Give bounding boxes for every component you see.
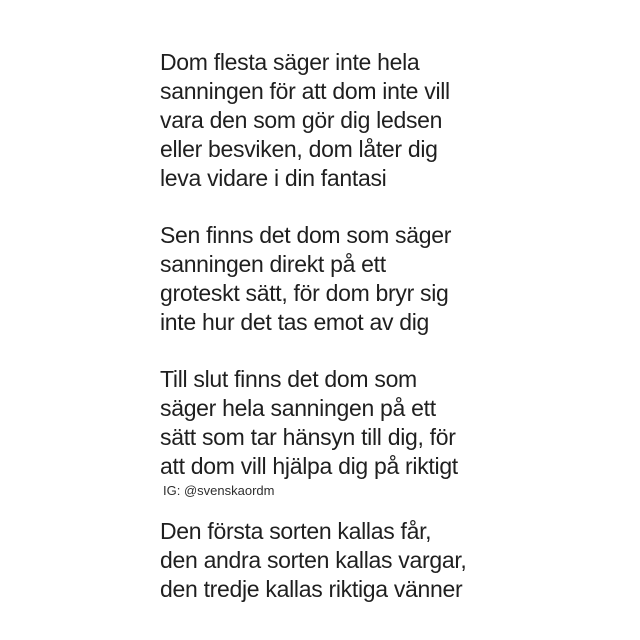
poem-line: Dom flesta säger inte hela <box>160 49 420 75</box>
poem-line: vara den som gör dig ledsen <box>160 107 443 133</box>
poem-line: Den första sorten kallas får, <box>160 518 432 544</box>
poem-text-block <box>160 48 580 604</box>
poem-line: sanningen för att dom inte vill <box>160 78 450 104</box>
poem-line: sanningen direkt på ett <box>160 251 386 277</box>
stanza-1 <box>160 48 580 193</box>
poem-line: Till slut finns det dom som <box>160 366 417 392</box>
ig-watermark: IG: @svenskaordm <box>163 483 275 498</box>
stanza-4 <box>160 517 580 604</box>
poem-line: att dom vill hjälpa dig på riktigt <box>160 453 458 479</box>
poem-line: eller besviken, dom låter dig <box>160 136 438 162</box>
stanza-3 <box>160 365 580 481</box>
poem-line: den andra sorten kallas vargar, <box>160 547 467 573</box>
poem-line: groteskt sätt, för dom bryr sig <box>160 280 449 306</box>
poem-line: sätt som tar hänsyn till dig, för <box>160 424 456 450</box>
stanza-2 <box>160 221 580 337</box>
poem-line: Sen finns det dom som säger <box>160 222 452 248</box>
poem-line: säger hela sanningen på ett <box>160 395 436 421</box>
poem-line: inte hur det tas emot av dig <box>160 309 430 335</box>
poem-line: den tredje kallas riktiga vänner <box>160 576 463 602</box>
poem-line: leva vidare i din fantasi <box>160 165 387 191</box>
